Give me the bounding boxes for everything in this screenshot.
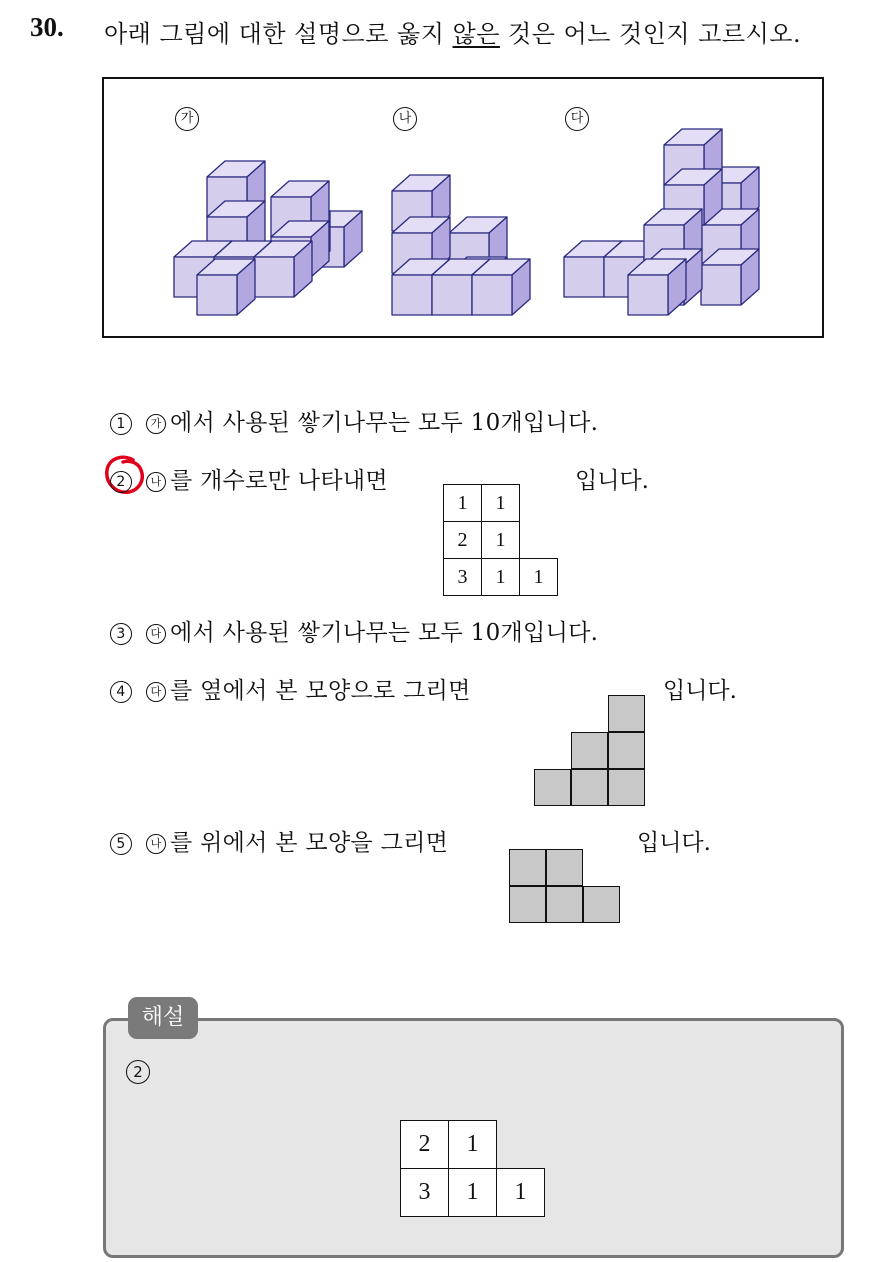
cube-face	[432, 275, 472, 315]
question-number: 30.	[30, 12, 64, 42]
cube-face	[254, 257, 294, 297]
view-cell	[534, 769, 571, 806]
grid-cell: 1	[482, 559, 520, 596]
cube-face	[564, 257, 604, 297]
option-text: 에서 사용된 쌓기나무는 모두 10개입니다.	[170, 410, 599, 436]
cube-face	[472, 275, 512, 315]
solution-count-grid	[400, 1120, 545, 1217]
figure-ref: 가	[146, 414, 166, 434]
grid-cell: 1	[497, 1169, 545, 1217]
grid-cell: 1	[482, 522, 520, 559]
grid-cell: 3	[401, 1169, 449, 1217]
figure-label-na: 나	[393, 107, 417, 131]
grid-empty	[497, 1121, 545, 1169]
figure-box	[102, 77, 824, 338]
figure-label-ga: 가	[175, 107, 199, 131]
option-number: 1	[110, 413, 132, 435]
view-cell	[509, 849, 546, 886]
option-2-count-grid	[443, 484, 558, 596]
solution-answer: 2	[126, 1060, 150, 1084]
option-4-suffix: 입니다.	[663, 678, 737, 704]
option-text: 에서 사용된 쌓기나무는 모두 10개입니다.	[170, 620, 599, 646]
grid-cell: 1	[482, 485, 520, 522]
figure-label-da: 다	[565, 107, 589, 131]
view-cell	[571, 732, 608, 769]
option-2-suffix: 입니다.	[575, 468, 649, 494]
view-cell	[571, 769, 608, 806]
option-number: 2	[110, 471, 132, 493]
view-cell	[583, 886, 620, 923]
question-underlined-word: 않은	[452, 20, 500, 48]
grid-cell: 1	[444, 485, 482, 522]
option-2[interactable]	[110, 462, 388, 495]
question-text-part: 아래 그림에 대한 설명으로 옳지	[104, 20, 453, 48]
option-5-suffix: 입니다.	[637, 830, 711, 856]
grid-cell: 2	[444, 522, 482, 559]
grid-cell: 1	[520, 559, 558, 596]
cube-face	[628, 275, 668, 315]
figure-ref: 나	[146, 472, 166, 492]
grid-cell: 1	[449, 1169, 497, 1217]
question-text-part: 것은 어느 것인지 고르시오.	[499, 20, 802, 48]
view-cell	[509, 886, 546, 923]
figure-ref: 나	[146, 834, 166, 854]
option-5[interactable]	[110, 824, 448, 857]
grid-empty	[520, 485, 558, 522]
view-cell	[546, 849, 583, 886]
grid-cell: 1	[449, 1121, 497, 1169]
figure-ref: 다	[146, 682, 166, 702]
solution-tag: 해설	[128, 997, 198, 1039]
grid-empty	[520, 522, 558, 559]
option-text: 를 개수로만 나타내면	[170, 468, 388, 494]
cube-face	[392, 275, 432, 315]
option-3[interactable]	[110, 614, 598, 647]
option-text: 를 옆에서 본 모양으로 그리면	[170, 678, 471, 704]
option-4[interactable]	[110, 672, 471, 705]
view-cell	[608, 695, 645, 732]
view-cell	[546, 886, 583, 923]
cube-structures	[104, 79, 822, 336]
cube-face	[701, 265, 741, 305]
option-1[interactable]	[110, 404, 598, 437]
option-text: 를 위에서 본 모양을 그리면	[170, 830, 449, 856]
option-number: 4	[110, 681, 132, 703]
question-text	[104, 14, 801, 49]
option-number: 3	[110, 623, 132, 645]
figure-ref: 다	[146, 624, 166, 644]
view-cell	[608, 732, 645, 769]
grid-cell: 3	[444, 559, 482, 596]
option-number: 5	[110, 833, 132, 855]
grid-cell: 2	[401, 1121, 449, 1169]
cube-face	[197, 275, 237, 315]
view-cell	[608, 769, 645, 806]
